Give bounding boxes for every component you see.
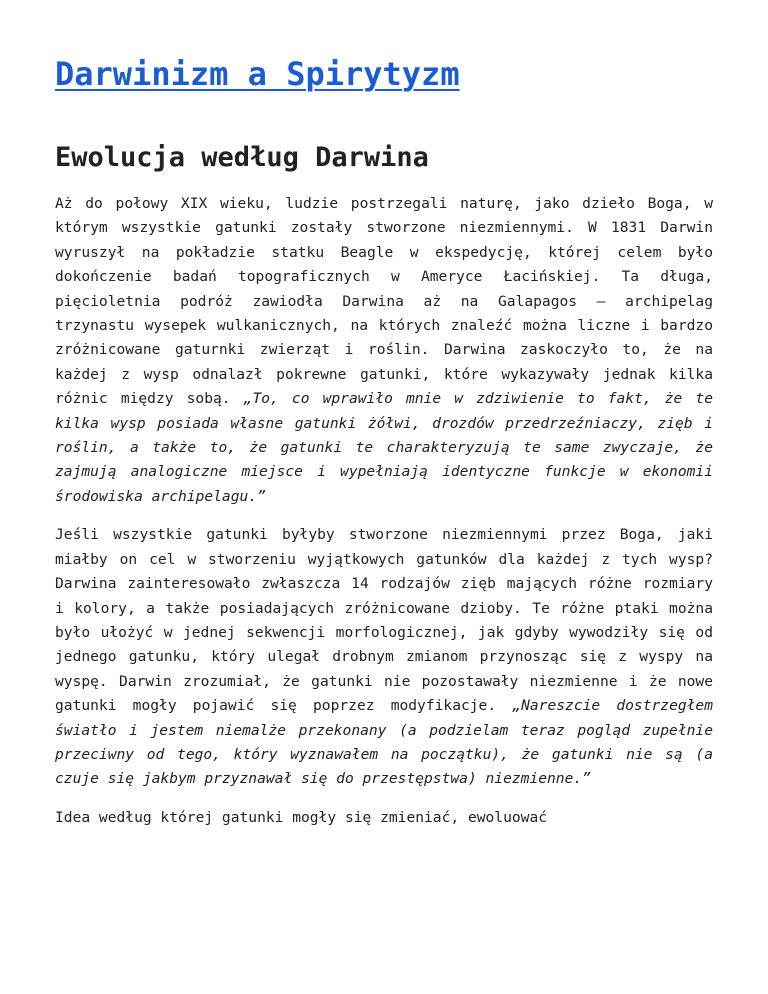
article-body — [55, 192, 713, 844]
paragraph-1 — [55, 192, 713, 509]
paragraph-2-text: Jeśli wszystkie gatunki byłyby stworzone niezmiennymi przez Boga, jaki miałby on cel w stworzeniu wyjątkowych gatunków dla każdej z tych wysp? Darwina zainteresowało zwłaszcza 14 rodzajów zięb mających różne rozmiary i kolory, a także posiadających zróżnicowane dzioby. Te różne ptaki można było ułożyć w jednej sekwencji morfologicznej, jak gdyby wywodziły się od jednego gatunku, który ulegał drobnym zmianom przynosząc się z wyspy na wyspę. Darwin zrozumiał, że gatunki nie pozostawały niezmienne i że nowe gatunki mogły pojawić się poprzez modyfikacje. — [55, 526, 713, 715]
paragraph-2 — [55, 523, 713, 791]
paragraph-3 — [55, 806, 713, 830]
section-heading: Ewolucja według Darwina — [55, 142, 429, 173]
title-link[interactable]: Darwinizm a Spirytyzm — [55, 55, 460, 93]
paragraph-1-text: Aż do połowy XIX wieku, ludzie postrzegali naturę, jako dzieło Boga, w którym wszystkie gatunki zostały stworzone niezmiennymi. W 1831 Darwin wyruszył na pokładzie statku Beagle w ekspedycję, której celem było dokończenie badań topograficznych w Ameryce Łacińskiej. Ta długa, pięcioletnia podróż zawiodła Darwina aż na Galapagos – archipelag trzynastu wysepek wulkanicznych, na których znaleźć można liczne i bardzo zróżnicowane gaturnki zwierząt i roślin. Darwina zaskoczyło to, że na każdej z wysp odnalazł pokrewne gatunki, które wykazywały jednak kilka różnic między sobą. — [55, 195, 713, 408]
paragraph-2-quote: „Nareszcie dostrzegłem światło i jestem niemalże przekonany (a podzielam teraz pogląd zupełnie przeciwny od tego, który wyznawałem na początku), że gatunki nie są (a czuje się jakbym przyznawał się do przestępstwa) niezmienne.” — [55, 697, 714, 788]
paragraph-3-text: Idea według której gatunki mogły się zmieniać, ewoluować — [55, 808, 548, 826]
document-title — [55, 52, 713, 96]
paragraph-1-quote: „To, co wprawiło mnie w zdziwienie to fakt, że te kilka wysp posiada własne gatunki żółwi, drozdów przedrzeźniaczy, zięb i roślin, a także to, że gatunki te charakteryzują te same zwyczaje, że zajmują analogiczne miejsce i wypełniają identyczne funkcje w ekonomii środowiska archipelagu.” — [55, 390, 713, 505]
